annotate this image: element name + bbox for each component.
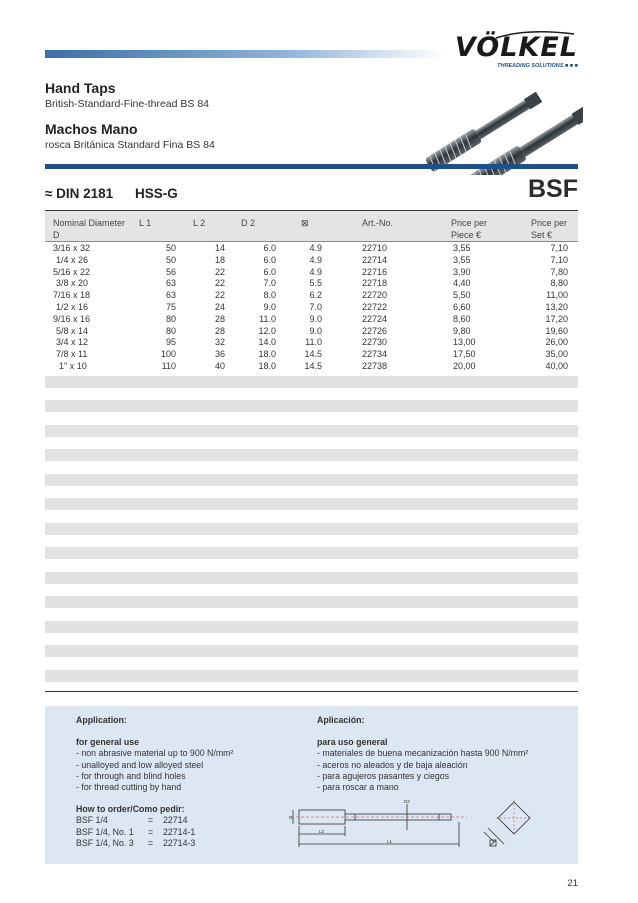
table-row [45, 267, 578, 279]
cell-d: 7/16 x 18 [53, 290, 91, 301]
cell-art: 22738 [362, 361, 388, 371]
cell-d: 9/16 x 16 [53, 313, 91, 324]
table-row [45, 278, 578, 290]
cell-set: 8,80 [550, 278, 568, 289]
cell-piece: 20,00 [453, 361, 476, 371]
header-l1: L 1 [139, 218, 152, 228]
table-row [45, 337, 578, 349]
cell-sq: 14.5 [304, 361, 322, 371]
order-row: BSF 1/4, No. 1 = 22714-1 [76, 826, 196, 837]
thread-code-title: BSF [528, 175, 578, 203]
cell-set: 35,00 [545, 349, 568, 360]
title-spanish [45, 121, 215, 151]
cell-l1: 110 [161, 361, 176, 371]
cell-l1: 56 [165, 266, 176, 277]
cell-art: 22722 [362, 302, 388, 312]
square-drive-drawing [478, 798, 534, 854]
table-stripe [45, 400, 578, 412]
cell-d2: 8.0 [263, 290, 276, 301]
header-divider [45, 241, 578, 242]
cell-d: 7/8 x 11 [56, 349, 88, 360]
cell-set: 13,20 [545, 302, 568, 312]
material-grade: HSS-G [134, 186, 178, 201]
cell-d2: 6.0 [263, 254, 276, 265]
table-row [45, 349, 578, 361]
header-nominal-diameter: Nominal Diameter D [53, 218, 126, 240]
cell-set: 11,00 [546, 290, 568, 301]
cell-set: 19,60 [545, 325, 568, 336]
table-stripe [45, 645, 578, 657]
application-item: - non abrasive material up to 900 N/mm² [76, 748, 234, 759]
cell-sq: 11.0 [305, 337, 322, 348]
cell-sq: 9.0 [309, 325, 322, 336]
cell-set: 17,20 [545, 313, 568, 324]
table-row [45, 302, 578, 314]
title-main: Machos Mano [45, 121, 138, 137]
cell-art: 22730 [362, 337, 388, 348]
cell-art: 22724 [362, 313, 388, 324]
cell-d: 1/2 x 16 [56, 302, 89, 312]
table-row [45, 243, 578, 255]
cell-set: 7,80 [550, 266, 568, 277]
cell-sq: 4.9 [309, 243, 322, 253]
table-stripe [45, 670, 578, 682]
cell-d2: 14.0 [258, 337, 276, 348]
cell-l2: 28 [214, 313, 225, 324]
table-row [45, 326, 578, 338]
table-stripe [45, 449, 578, 461]
cell-d: 3/4 x 12 [56, 337, 89, 348]
logo-wordmark: VÖLKEL [454, 32, 578, 63]
table-stripe [45, 474, 578, 486]
table-header [45, 211, 578, 241]
cell-piece: 4,40 [453, 278, 471, 289]
cell-piece: 13,00 [453, 337, 476, 348]
application-item: - aceros no aleados y de baja aleación [317, 759, 468, 770]
application-item: - for thread cutting by hand [76, 782, 182, 793]
volkel-logo [454, 30, 578, 74]
cell-l2: 32 [214, 337, 225, 348]
header-d2: D 2 [241, 218, 256, 228]
cell-l2: 18 [214, 254, 225, 265]
cell-piece: 5,50 [453, 290, 471, 301]
cell-set: 26,00 [545, 337, 568, 348]
cell-d2: 6.0 [263, 266, 276, 277]
header-price-piece: Price per Piece € [451, 218, 488, 240]
cell-l1: 75 [165, 302, 176, 312]
application-item: - unalloyed and low alloyed steel [76, 759, 204, 770]
cell-sq: 4.9 [309, 254, 322, 265]
application-item: - para agujeros pasantes y ciegos [317, 770, 450, 781]
cell-l2: 22 [214, 266, 225, 277]
cell-l1: 80 [165, 325, 176, 336]
cell-l2: 40 [214, 361, 225, 371]
label-l1: L1 [387, 839, 393, 844]
cell-set: 7,10 [550, 243, 568, 253]
table-stripe [45, 523, 578, 535]
cell-art: 22710 [362, 243, 388, 253]
cell-l1: 50 [165, 254, 176, 265]
table-row [45, 290, 578, 302]
cell-l2: 24 [214, 302, 225, 312]
cell-l2: 28 [214, 325, 225, 336]
cell-d: 5/16 x 22 [53, 266, 91, 277]
application-subheading: for general use [76, 737, 140, 748]
cell-sq: 9.0 [309, 313, 322, 324]
cell-piece: 3,55 [453, 254, 471, 265]
header-price-set: Price per Set € [531, 218, 568, 240]
cell-art: 22720 [362, 290, 388, 301]
cell-sq: 6.2 [309, 290, 322, 301]
application-heading: Application: [76, 715, 127, 725]
title-sub: British-Standard-Fine-thread BS 84 [45, 98, 209, 110]
label-d: D [289, 815, 293, 820]
cell-d2: 18.0 [258, 361, 276, 371]
cell-l1: 100 [160, 349, 176, 360]
header-square-icon: ⊠ [301, 218, 309, 228]
application-english [76, 715, 316, 849]
cell-sq: 7.0 [309, 302, 322, 312]
cell-l2: 14 [214, 243, 225, 253]
application-item: - para roscar a mano [317, 782, 399, 793]
cell-sq: 5.5 [309, 278, 322, 289]
order-heading: How to order/Como pedir: [76, 804, 185, 815]
cell-art: 22718 [362, 278, 388, 289]
label-l2: L2 [319, 829, 325, 834]
order-row: BSF 1/4 = 22714 [76, 815, 188, 826]
cell-d2: 9.0 [263, 302, 276, 312]
header-art-no: Art.-No. [362, 218, 394, 228]
table-stripe [45, 572, 578, 584]
cell-d2: 12.0 [258, 325, 276, 336]
cell-d: 3/8 x 20 [56, 278, 89, 289]
cell-d: 5/8 x 14 [56, 325, 89, 336]
application-spanish [317, 715, 572, 793]
table-stripe [45, 425, 578, 437]
application-subheading: para uso general [317, 737, 388, 748]
cell-d: 3/16 x 32 [53, 243, 91, 253]
table-row [45, 255, 578, 267]
cell-art: 22734 [362, 349, 388, 360]
cell-l1: 80 [165, 313, 176, 324]
title-main: Hand Taps [45, 80, 116, 96]
order-row: BSF 1/4, No. 3 = 22714-3 [76, 837, 196, 848]
cell-d2: 7.0 [263, 278, 276, 289]
cell-piece: 9,80 [453, 325, 471, 336]
cell-art: 22714 [362, 254, 388, 265]
table-stripe [45, 498, 578, 510]
header-gradient-band [45, 50, 445, 58]
cell-piece: 17,50 [453, 349, 476, 360]
title-sub: rosca Británica Standard Fina BS 84 [45, 139, 215, 151]
application-heading: Aplicación: [317, 715, 365, 725]
cell-d2: 11.0 [259, 313, 276, 324]
application-item: - for through and blind holes [76, 770, 186, 781]
table-row [45, 314, 578, 326]
table-stripe [45, 621, 578, 633]
header-l2: L 2 [193, 218, 206, 228]
cell-l1: 63 [165, 278, 176, 289]
din-standard: ≈ DIN 2181 [45, 186, 114, 201]
cell-art: 22726 [362, 325, 388, 336]
application-item: - materiales de buena mecanización hasta 900 N/mm² [317, 748, 529, 759]
cell-piece: 8,60 [453, 313, 471, 324]
product-table [45, 210, 578, 692]
table-stripe [45, 547, 578, 559]
cell-set: 7,10 [550, 254, 568, 265]
spec-line [45, 186, 196, 201]
label-d2: D2 [404, 799, 410, 804]
cell-l2: 22 [214, 278, 225, 289]
cell-art: 22716 [362, 266, 388, 277]
cell-d2: 6.0 [263, 243, 276, 253]
cell-sq: 4.9 [309, 266, 322, 277]
section-divider [45, 164, 578, 169]
logo-tagline: THREADING SOLUTIONS ■ ■ ■ [497, 63, 578, 69]
cell-set: 40,00 [545, 361, 568, 371]
cell-l1: 95 [165, 337, 176, 348]
cell-sq: 14.5 [304, 349, 322, 360]
cell-l1: 50 [165, 243, 176, 253]
tap-dimension-drawing [287, 796, 472, 854]
table-stripe [45, 596, 578, 608]
table-stripe [45, 376, 578, 388]
cell-d2: 18.0 [258, 349, 276, 360]
cell-d: 1" x 10 [59, 361, 87, 371]
cell-piece: 3,90 [453, 266, 471, 277]
title-english [45, 80, 209, 110]
cell-piece: 6,60 [453, 302, 471, 312]
cell-l1: 63 [165, 290, 176, 301]
cell-piece: 3,55 [453, 243, 471, 253]
cell-d: 1/4 x 26 [56, 254, 89, 265]
page-number: 21 [567, 878, 578, 889]
cell-l2: 22 [214, 290, 225, 301]
cell-l2: 36 [214, 349, 225, 360]
table-row [45, 361, 578, 373]
hand-tap-product-image [418, 75, 583, 175]
